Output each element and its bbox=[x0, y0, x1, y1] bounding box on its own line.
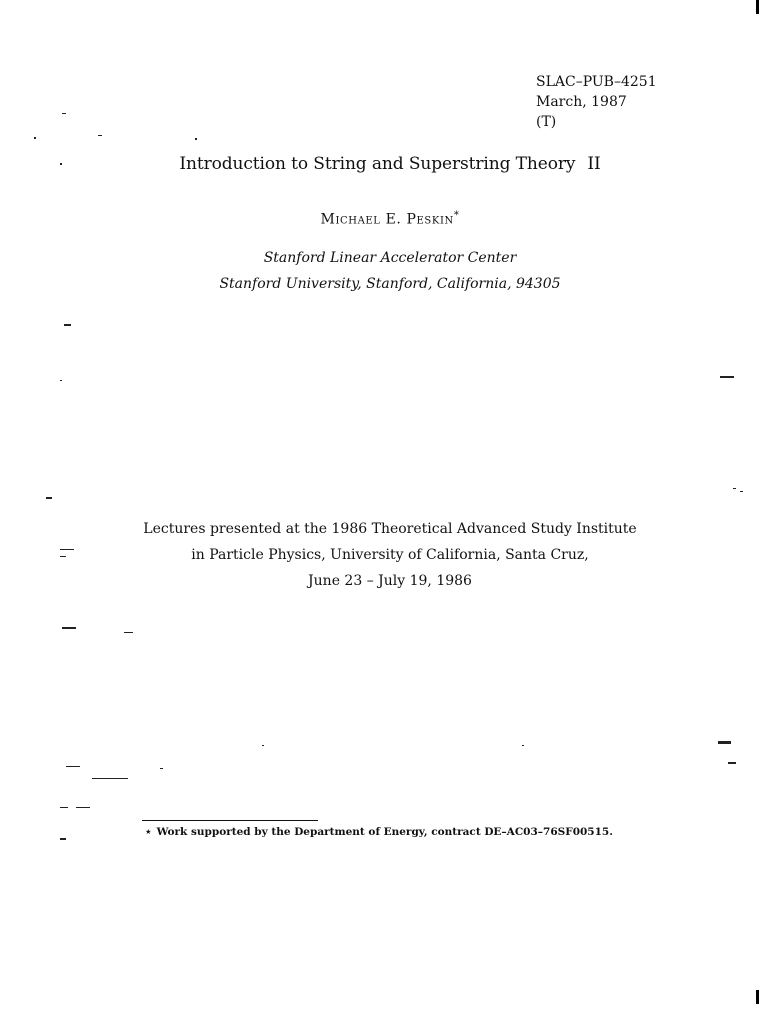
scan-speck bbox=[718, 741, 731, 744]
footnote bbox=[145, 826, 613, 838]
scan-speck bbox=[76, 807, 90, 808]
footnote-text: Work supported by the Department of Energy, contract DE–AC03–76SF00515. bbox=[156, 826, 613, 838]
scan-speck bbox=[64, 324, 71, 326]
author-line bbox=[0, 210, 768, 228]
scan-speck bbox=[733, 488, 736, 489]
scan-speck bbox=[60, 807, 68, 808]
scan-edge-mark-bottom bbox=[756, 990, 759, 1004]
scan-speck bbox=[60, 549, 74, 550]
paper-title bbox=[0, 154, 768, 174]
author-name: Michael E. Peskin bbox=[320, 211, 454, 228]
scan-speck bbox=[62, 113, 66, 114]
author-footnote-mark: * bbox=[453, 210, 460, 221]
scan-edge-mark-top bbox=[756, 0, 759, 14]
scan-speck bbox=[720, 376, 734, 378]
scan-speck bbox=[160, 768, 163, 769]
title-main: Introduction to String and Superstring Theory bbox=[179, 154, 576, 174]
lectures-note bbox=[0, 516, 768, 594]
scan-speck bbox=[195, 138, 197, 140]
scan-speck bbox=[60, 838, 66, 840]
scan-speck bbox=[60, 380, 62, 381]
title-volume: II bbox=[587, 154, 601, 174]
affiliation-line-1: Stanford Linear Accelerator Center bbox=[263, 250, 517, 266]
report-date: March, 1987 bbox=[536, 94, 627, 110]
report-number: SLAC–PUB–4251 bbox=[536, 74, 657, 90]
scan-speck bbox=[62, 627, 76, 629]
footnote-mark: ⋆ bbox=[145, 826, 152, 838]
scan-speck bbox=[124, 632, 133, 633]
scan-speck bbox=[522, 745, 524, 746]
scan-speck bbox=[728, 762, 736, 764]
lectures-line-2: in Particle Physics, University of California, Santa Cruz, bbox=[191, 547, 589, 563]
scan-speck bbox=[34, 137, 36, 139]
affiliation-line-2: Stanford University, Stanford, California, 94305 bbox=[219, 276, 561, 292]
lectures-line-3: June 23 – July 19, 1986 bbox=[308, 573, 472, 589]
scan-speck bbox=[46, 497, 52, 499]
scan-speck bbox=[262, 745, 264, 746]
report-identifier bbox=[536, 72, 657, 132]
lectures-line-1: Lectures presented at the 1986 Theoretical Advanced Study Institute bbox=[143, 521, 637, 537]
scan-speck bbox=[60, 163, 62, 165]
scan-speck bbox=[92, 778, 128, 779]
scan-speck bbox=[740, 491, 743, 492]
footnote-rule bbox=[142, 820, 318, 821]
scan-speck bbox=[98, 135, 102, 136]
report-category: (T) bbox=[536, 114, 557, 130]
scan-speck bbox=[60, 556, 66, 557]
scan-speck bbox=[66, 766, 80, 767]
